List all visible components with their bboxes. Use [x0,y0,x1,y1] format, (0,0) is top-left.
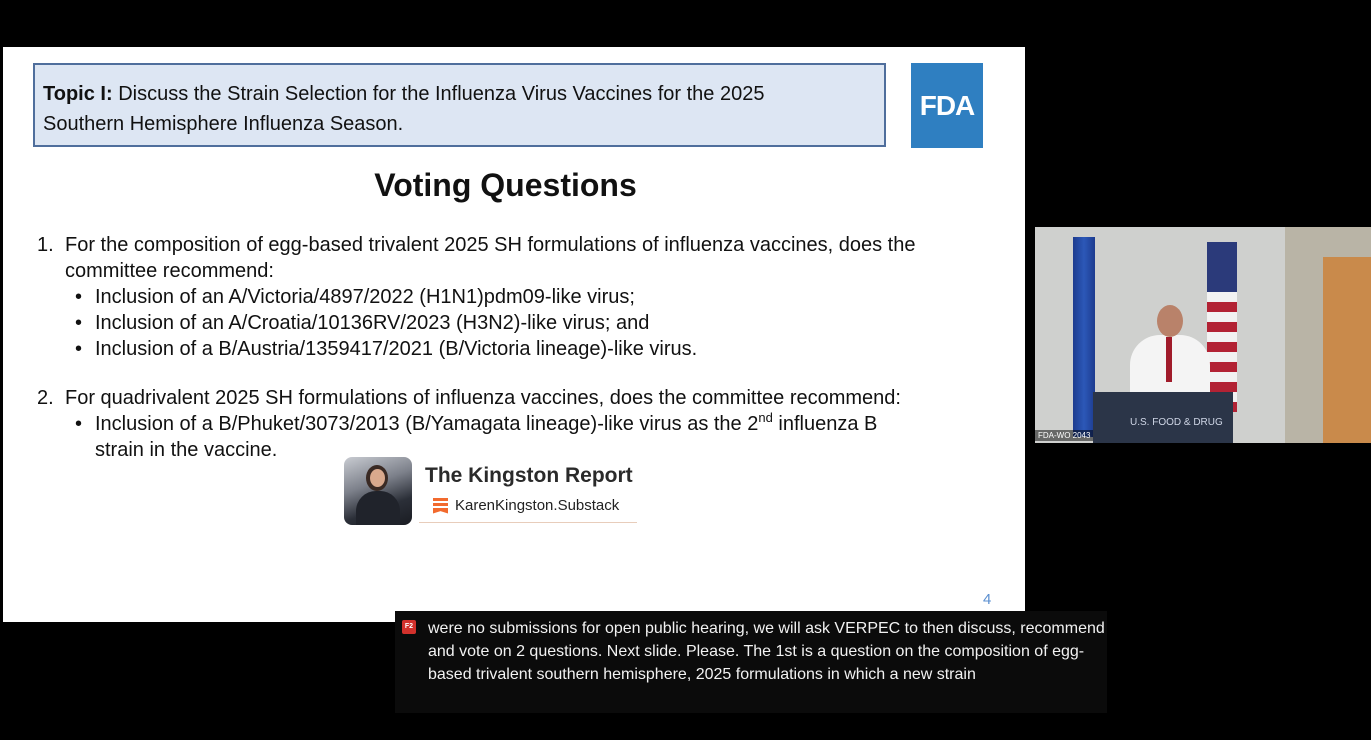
bullet-continuation: strain in the vaccine. [95,439,278,461]
ordinal-suffix: nd [758,410,773,425]
question-line: For the composition of egg-based trivalent 2025 SH formulations of influenza vaccines, does the [65,234,916,256]
us-flag [1207,242,1237,412]
topic-text-2: Southern Hemisphere Influenza Season. [43,113,404,135]
presentation-slide [3,47,1025,622]
podium-text: U.S. FOOD & DRUG [1130,417,1223,428]
bullet-text: Inclusion of a B/Phuket/3073/2013 (B/Yamagata lineage)-like virus as the 2 [95,413,759,435]
substack-icon [433,498,448,514]
bullet-list [65,284,915,362]
question-line: For quadrivalent 2025 SH formulations of influenza vaccines, does the committee recommend: [65,387,901,409]
fda-logo: FDA [911,63,983,148]
topic-label: Topic I: [43,83,113,105]
slide-title: Voting Questions [374,167,637,203]
topic-text-1: Discuss the Strain Selection for the Influenza Virus Vaccines for the 2025 [118,83,765,105]
overlay-subtitle-text: KarenKingston.Substack [455,497,620,514]
question-1 [37,232,987,372]
speaker-video [1035,227,1371,443]
blue-flag [1073,237,1095,437]
speaker-head [1157,305,1183,337]
overlay-divider [419,522,637,523]
avatar [344,457,412,525]
question-number: 1. [37,234,54,256]
caption-text: were no submissions for open public hearing, we will ask VERPEC to then discuss, recommend and vote on 2 questions. Next slide. Please. The 1st is a question on the composition of egg-based trivalent southern hemisphere, 2025 formulations in which a new strain [428,620,1105,683]
speaker-tie [1166,337,1172,382]
bullet-list [65,411,901,463]
camera-label: FDA-WO 2043 [1035,430,1093,441]
overlay-subtitle [433,497,619,514]
topic-line-1 [43,79,884,109]
slide-page-number: 4 [983,591,992,608]
caption-icon: F2 [402,620,416,634]
door [1323,257,1371,443]
question-text [65,385,901,463]
bullet-item: • Inclusion of a B/Austria/1359417/2021 (B/Victoria lineage)-like virus. [65,336,915,362]
question-number: 2. [37,387,54,409]
watermark-overlay [344,457,644,527]
bullet-item: • Inclusion of an A/Victoria/4897/2022 (H1N1)pdm09-like virus; [65,284,915,310]
live-caption [395,611,1107,713]
bullet-text: influenza B [772,413,878,435]
overlay-title: The Kingston Report [425,464,633,487]
topic-box [33,63,886,147]
bullet-item: • Inclusion of an A/Croatia/10136RV/2023 (H3N2)-like virus; and [65,310,915,336]
question-text [65,232,915,362]
bullet-item [65,411,901,437]
question-line: committee recommend: [65,260,274,282]
